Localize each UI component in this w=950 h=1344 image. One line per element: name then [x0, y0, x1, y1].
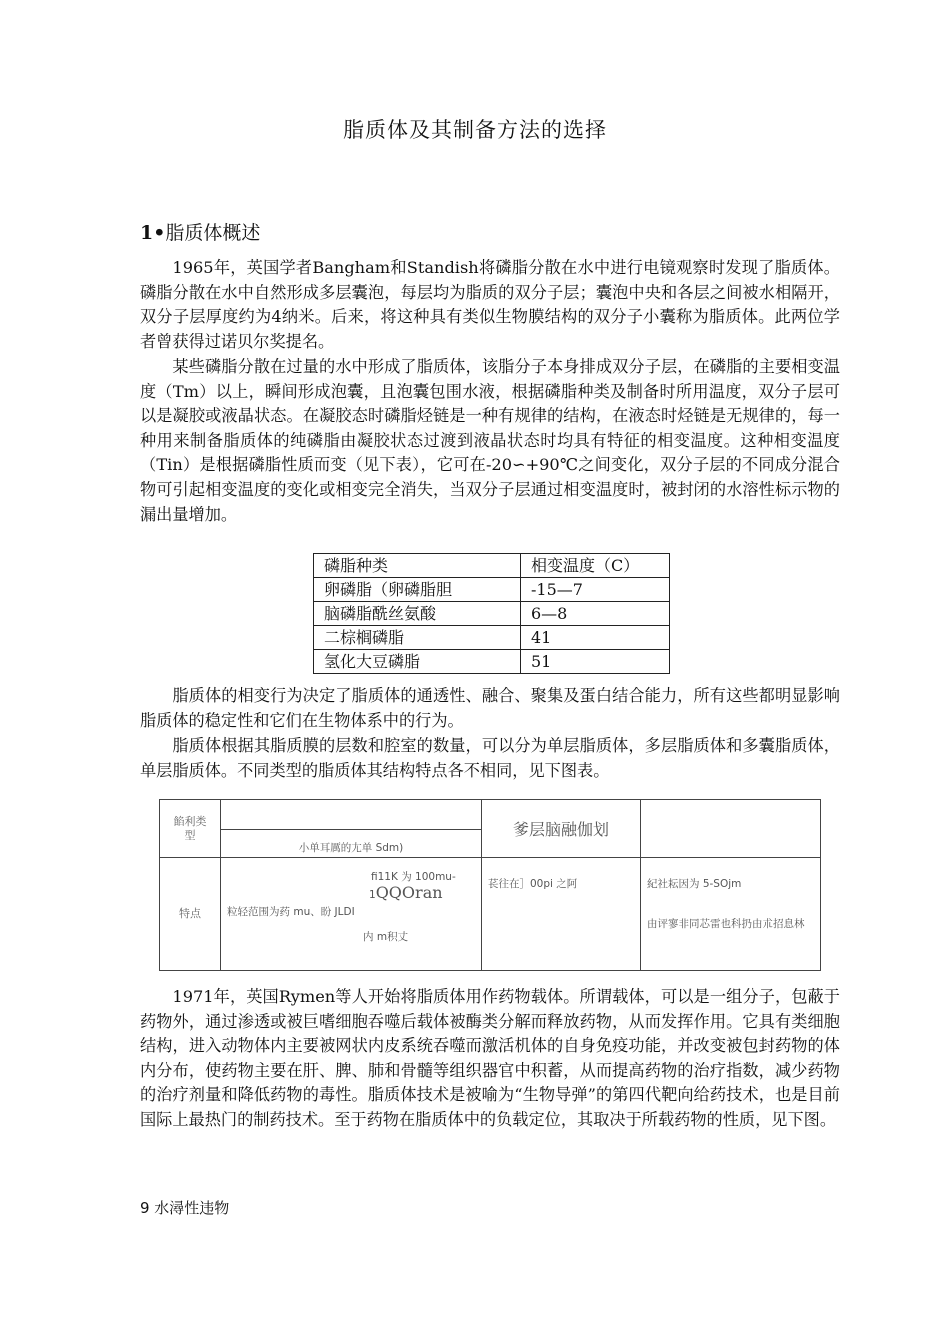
table-cell	[482, 800, 641, 858]
header-cell: 磷脂种类	[314, 554, 521, 578]
paragraph-2: 某些磷脂分散在过量的水中形成了脂质体，该脂分子本身排成双分子层，在磷脂的主要相变温度（Tm）以上，瞬间形成泡囊，且泡囊包围水液，根据磷脂种类及制备时所用温度，双分子层可以是凝胶或液晶状态。在凝胶态时磷脂烃链是一种有规律的结构，在液态时烃链是无规律的，每一种用来制备脂质体的纯磷脂由凝胶状态过渡到液晶状态时均具有特征的相变温度。这种相变温度（Tin）是根据磷脂性质而变（见下表），它可在-20∽+90℃之间变化，双分子层的不同成分混合物可引起相变温度的变化或相变完全消失，当双分子层通过相变温度时，被封闭的水溶性标示物的漏出量增加。	[140, 357, 840, 524]
section-heading	[140, 218, 260, 245]
paragraph-4: 脂质体根据其脂质膜的层数和腔室的数量，可以分为单层脂质体，多层脂质体和多囊脂质体，单层脂质体。不同类型的脂质体其结构特点各不相同，见下图表。	[140, 736, 840, 780]
table-cell: -15—7	[521, 578, 670, 602]
table-cell: 卵磷脂（卵磷脂胆	[314, 578, 521, 602]
document-title: 脂质体及其制备方法的选择	[343, 118, 607, 142]
table-cell: 41	[521, 626, 670, 650]
figure-label: 9 水潯性违物	[140, 1199, 230, 1217]
multilayer-header: 爹层脑融伽划	[512, 820, 609, 839]
table-row	[314, 650, 670, 674]
cell-text: fi11K 为 100mu-	[371, 871, 456, 883]
cell-text: 内 m积丈	[363, 931, 409, 943]
table-cell	[221, 800, 482, 830]
table-cell: 6—8	[521, 602, 670, 626]
phase-temperature-table	[313, 553, 670, 674]
table-cell: 苌往在］00pi 之阿	[482, 858, 641, 971]
cell-text: 粒轻范围为药 mu、盼 JLDI	[227, 906, 355, 918]
paragraph-3: 脂质体的相变行为决定了脂质体的通透性、融合、聚集及蛋白结合能力，所有这些都明显影响脂质体的稳定性和它们在生物体系中的行为。	[140, 686, 840, 730]
table-row	[160, 858, 821, 971]
liposome-type-table	[159, 799, 821, 971]
header-cell: 相变温度（C）	[521, 554, 670, 578]
cell-text: 1QQOran	[369, 883, 443, 902]
table-row	[314, 602, 670, 626]
table-cell	[221, 858, 482, 971]
table-cell: 脑磷脂酰丝氨酸	[314, 602, 521, 626]
section-title: 脂质体概述	[165, 222, 261, 244]
paragraph-5: 1971年，英国Rymen等人开始将脂质体用作药物载体。所谓载体，可以是一组分子，包蔽于药物外，通过渗透或被巨嗜细胞吞噬后载体被酶类分解而释放药物，从而发挥作用。它具有类细胞结构，进入动物体内主要被网状内皮系统吞噬而激活机体的自身免疫功能，并改变被包封药物的体内分布，使药物主要在肝、脾、肺和骨髓等组织器官中积蓄，从而提高药物的治疗指数，减少药物的治疗剂量和降低药物的毒性。脂质体技术是被喻为“生物导弹”的第四代靶向给药技术，也是目前国际上最热门的制药技术。至于药物在脂质体中的负载定位，其取决于所载药物的性质，见下图。	[140, 987, 840, 1129]
paragraph-1: 1965年，英国学者Bangham和Standish将磷脂分散在水中进行电镜观察时发现了脂质体。磷脂分散在水中自然形成多层囊泡，每层均为脂质的双分子层；囊泡中央和各层之间被水相隔开，双分子层厚度约为4纳米。后来，将这种具有类似生物膜结构的双分子小囊称为脂质体。此两位学者曾获得过诺贝尔奖提名。	[140, 258, 840, 351]
table-row	[160, 800, 821, 830]
table-cell: 氢化大豆磷脂	[314, 650, 521, 674]
table-row	[314, 578, 670, 602]
table-cell: 二棕榈磷脂	[314, 626, 521, 650]
section-number: 1•	[140, 222, 166, 244]
table-header-row	[314, 554, 670, 578]
row-label-features: 特点	[160, 858, 221, 971]
table-cell: 小单耳厲的尢单 Sdm)	[221, 830, 482, 858]
table-cell	[641, 800, 821, 858]
row-label-type: 餡利类型	[160, 800, 221, 858]
table-cell: 51	[521, 650, 670, 674]
table-row	[314, 626, 670, 650]
table-cell: 紀社耘因为 5-SOjm 由评寥非同芯雷也科扔由朮招息林	[641, 858, 821, 971]
